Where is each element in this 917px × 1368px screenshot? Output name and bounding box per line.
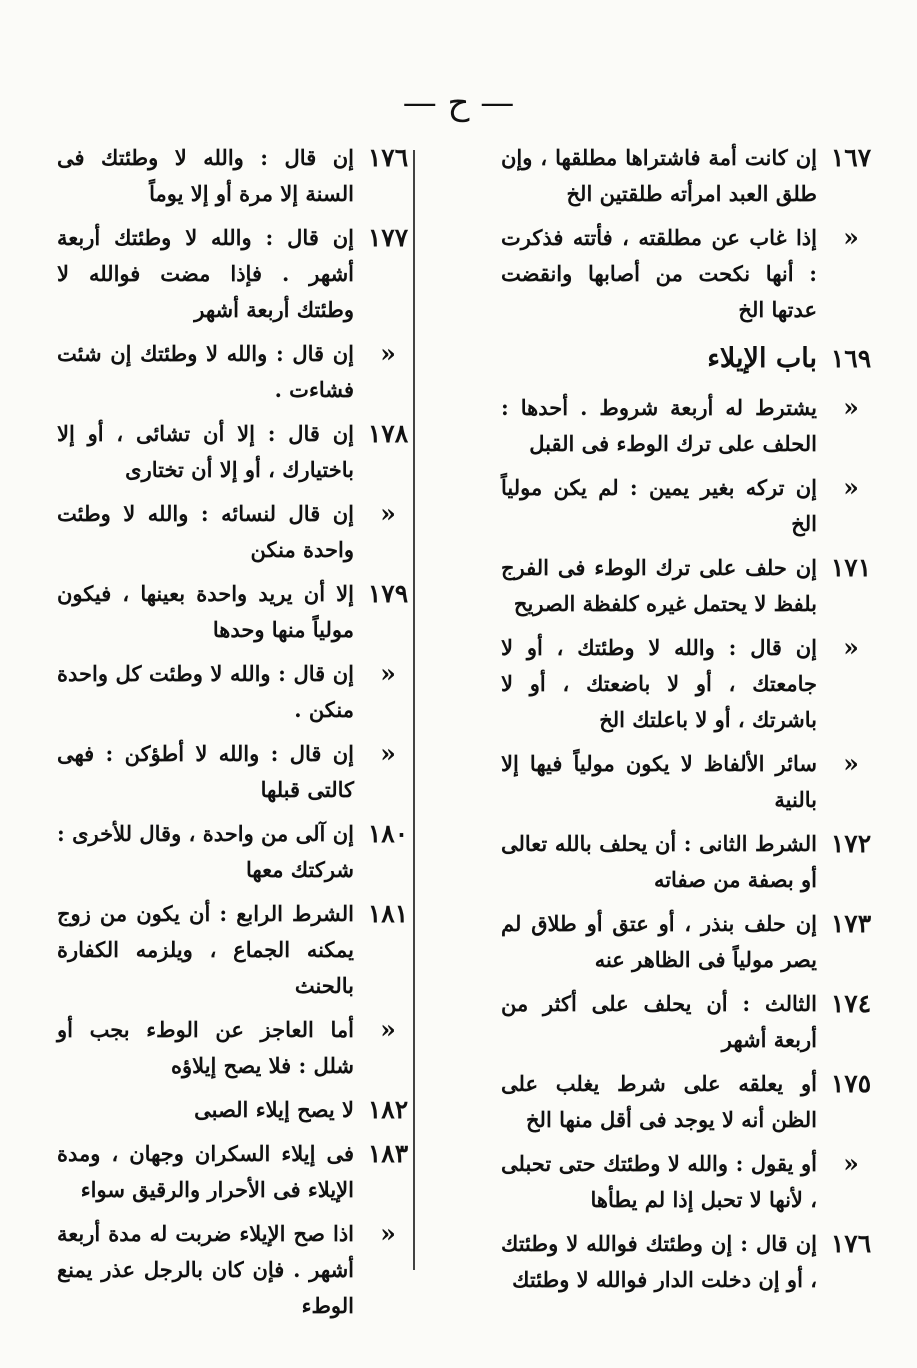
entry-text: إن قال : والله لا وطئت كل واحدة منكن . bbox=[57, 661, 354, 722]
section-heading bbox=[501, 336, 885, 382]
entry-text: يشترط له أربعة شروط . أحدها : الحلف على ترك الوطء فى القبل bbox=[501, 395, 817, 456]
entry-page-number: ١٦٧ bbox=[830, 143, 872, 172]
index-entry bbox=[501, 390, 885, 462]
entry-text: أو يعلقه على شرط يغلب على الظن أنه لا يوجد فى أقل منها الخ bbox=[501, 1071, 817, 1132]
entry-text: الشرط الثانى : أن يحلف بالله تعالى أو بصفة من صفاته bbox=[501, 831, 817, 892]
entry-text: أما العاجز عن الوطء بجب أو شلل : فلا يصح إيلاؤه bbox=[57, 1017, 354, 1078]
entry-text: أو يقول : والله لا وطئتك حتى تحبلى ، لأنها لا تحبل إذا لم يطأها bbox=[501, 1151, 817, 1212]
entry-page-number: « bbox=[380, 739, 396, 768]
entry-page-number: ١٨٠ bbox=[367, 819, 409, 848]
entry-text: اذا صح الإيلاء ضربت له مدة أربعة أشهر . فإن كان بالرجل عذر يمنع الوطء bbox=[57, 1221, 354, 1318]
index-entry bbox=[501, 1226, 885, 1298]
entry-text: إذا غاب عن مطلقته ، فأتته فذكرت : أنها نكحت من أصابها وانقضت عدتها الخ bbox=[501, 225, 817, 322]
entry-text: إن قال : إلا أن تشائى ، أو إلا باختيارك ، أو إلا أن تختارى bbox=[57, 421, 354, 482]
index-entry bbox=[57, 220, 422, 328]
entry-text: سائر الألفاظ لا يكون مولياً فيها إلا بالنية bbox=[501, 751, 817, 812]
index-entry bbox=[57, 1136, 422, 1208]
entry-page-number: ١٨٣ bbox=[367, 1139, 409, 1168]
index-entry bbox=[501, 826, 885, 898]
index-entry bbox=[501, 1066, 885, 1138]
entry-text: إن تركه بغير يمين : لم يكن مولياً الخ bbox=[501, 475, 817, 536]
entry-page-number: ١٧٦ bbox=[367, 143, 409, 172]
index-entry bbox=[501, 470, 885, 542]
index-entry bbox=[57, 416, 422, 488]
index-entry bbox=[57, 1092, 422, 1128]
section-heading-text: باب الإيلاء bbox=[707, 343, 817, 374]
index-entry bbox=[501, 1146, 885, 1218]
entry-page-number: ١٧٩ bbox=[367, 579, 409, 608]
entry-text: إلا أن يريد واحدة بعينها ، فيكون مولياً منها وحدها bbox=[57, 581, 354, 642]
index-entry bbox=[57, 336, 422, 408]
index-entry bbox=[57, 656, 422, 728]
entry-page-number: « bbox=[380, 1015, 396, 1044]
entry-page-number: « bbox=[843, 223, 859, 252]
entry-page-number: « bbox=[380, 1219, 396, 1248]
left-column bbox=[57, 140, 422, 1318]
entry-page-number: ١٨٢ bbox=[367, 1095, 409, 1124]
entry-text: إن آلى من واحدة ، وقال للأخرى : شركتك معها bbox=[57, 821, 354, 882]
entry-page-number: ١٧٤ bbox=[830, 989, 872, 1018]
index-entry bbox=[57, 1012, 422, 1084]
index-entry bbox=[57, 816, 422, 888]
entry-text: إن قال : والله لا أطؤكن : فهى كالتى قبلها bbox=[57, 741, 354, 802]
entry-text: الثالث : أن يحلف على أكثر من أربعة أشهر bbox=[501, 991, 817, 1052]
index-entry bbox=[57, 1216, 422, 1324]
entry-page-number: ١٧٣ bbox=[830, 909, 872, 938]
entry-text: إن قال : إن وطئتك فوالله لا وطئتك ، أو إن دخلت الدار فوالله لا وطئتك bbox=[501, 1231, 817, 1292]
entry-text: إن قال : والله لا وطئتك فى السنة إلا مرة أو إلا يوماً bbox=[57, 145, 354, 206]
index-entry bbox=[57, 896, 422, 1004]
index-entry bbox=[501, 906, 885, 978]
entry-page-number: « bbox=[843, 633, 859, 662]
entry-text: لا يصح إيلاء الصبى bbox=[194, 1097, 354, 1122]
entry-page-number: « bbox=[843, 1149, 859, 1178]
entry-page-number: ١٧٨ bbox=[367, 419, 409, 448]
index-entry bbox=[501, 986, 885, 1058]
entry-page-number: ١٦٩ bbox=[830, 344, 872, 373]
entry-text: إن قال لنسائه : والله لا وطئت واحدة منكن bbox=[57, 501, 354, 562]
entry-page-number: « bbox=[843, 393, 859, 422]
entry-page-number: ١٧٥ bbox=[830, 1069, 872, 1098]
index-entry bbox=[57, 736, 422, 808]
entry-page-number: ١٧٦ bbox=[830, 1229, 872, 1258]
index-entry bbox=[57, 140, 422, 212]
index-entry bbox=[501, 550, 885, 622]
index-entry bbox=[501, 140, 885, 212]
index-entry bbox=[57, 576, 422, 648]
right-column bbox=[501, 140, 885, 1292]
entry-text: إن حلف بنذر ، أو عتق أو طلاق لم يصر مولياً فى الظاهر عنه bbox=[501, 911, 817, 972]
entry-text: إن كانت أمة فاشتراها مطلقها ، وإن طلق العبد امرأته طلقتين الخ bbox=[501, 145, 817, 206]
entry-page-number: « bbox=[843, 749, 859, 778]
entry-text: إن حلف على ترك الوطء فى الفرج بلفظ لا يحتمل غيره كلفظة الصريح bbox=[501, 555, 817, 616]
entry-page-number: ١٧١ bbox=[830, 553, 872, 582]
entry-page-number: ١٧٢ bbox=[830, 829, 872, 858]
entry-text: الشرط الرابع : أن يكون من زوج يمكنه الجماع ، ويلزمه الكفارة بالحنث bbox=[57, 901, 354, 998]
index-entry bbox=[501, 220, 885, 328]
entry-text: إن قال : والله لا وطئتك أربعة أشهر . فإذا مضت فوالله لا وطئتك أربعة أشهر bbox=[57, 225, 354, 322]
entry-page-number: « bbox=[380, 659, 396, 688]
page-number: — ح — bbox=[402, 83, 515, 123]
index-entry bbox=[57, 496, 422, 568]
entry-text: إن قال : والله لا وطئتك إن شئت فشاءت . bbox=[57, 341, 354, 402]
entry-page-number: « bbox=[843, 473, 859, 502]
entry-text: إن قال : والله لا وطئتك ، أو لا جامعتك ، أو لا باضعتك ، أو لا باشرتك ، أو لا باعلتك الخ bbox=[501, 635, 817, 732]
entry-page-number: « bbox=[380, 339, 396, 368]
entry-page-number: ١٧٧ bbox=[367, 223, 409, 252]
index-entry bbox=[501, 746, 885, 818]
entry-text: فى إيلاء السكران وجهان ، ومدة الإيلاء فى الأحرار والرقيق سواء bbox=[57, 1141, 354, 1202]
entry-page-number: ١٨١ bbox=[367, 899, 409, 928]
entry-page-number: « bbox=[380, 499, 396, 528]
index-entry bbox=[501, 630, 885, 738]
